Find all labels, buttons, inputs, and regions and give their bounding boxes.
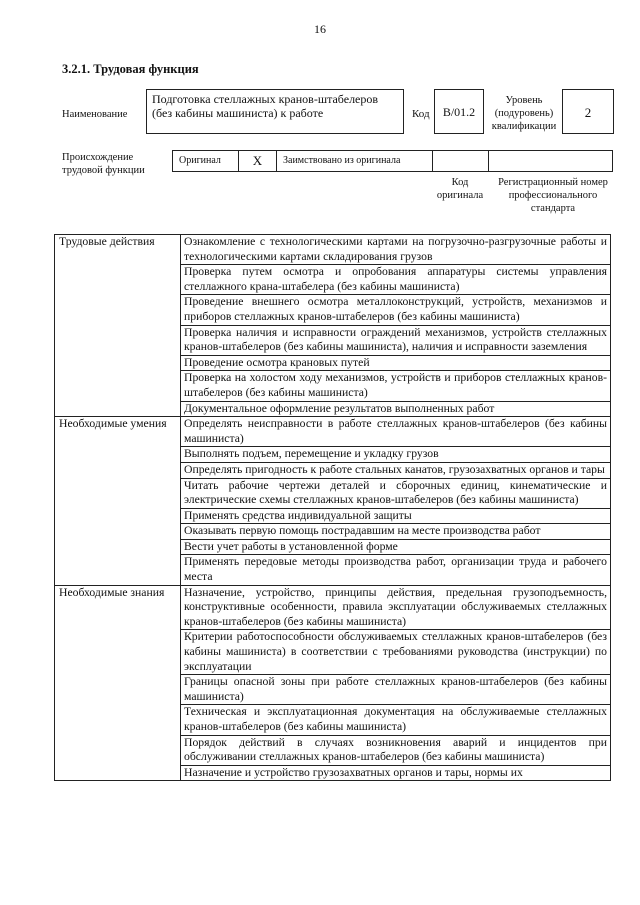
table-row [55, 417, 611, 447]
code-original-cell [433, 151, 489, 171]
item-cell: Проведение осмотра крановых путей [181, 355, 611, 371]
reg-number-cell [489, 151, 612, 171]
item-cell: Проверка путем осмотра и опробования аппаратуры системы управления стеллажного крана-штабелера (без кабины машиниста) [181, 265, 611, 295]
page-number: 16 [314, 22, 326, 36]
item-cell: Применять передовые методы производства работ, организации труда и рабочего места [181, 555, 611, 585]
code-value: B/01.2 [434, 89, 484, 134]
item-cell: Проведение внешнего осмотра металлоконструкций, устройств, механизмов и приборов стеллажных кранов-штабелеров (без кабины машиниста) [181, 295, 611, 325]
function-table-body [55, 235, 611, 781]
item-cell: Назначение и устройство грузозахватных органов и тары, нормы их [181, 765, 611, 781]
table-row [55, 235, 611, 265]
function-table [54, 234, 611, 781]
item-cell: Техническая и эксплуатационная документация на обслуживаемые стеллажных кранов-штабелеров (без кабины машиниста) [181, 705, 611, 735]
reg-number-label: Регистрационный номер профессионального стандарта [498, 177, 608, 214]
origin-row [172, 150, 613, 172]
section-title-cell: Необходимые знания [55, 585, 181, 781]
original-mark: X [239, 151, 277, 171]
table-row [55, 585, 611, 630]
code-label: Код [412, 108, 430, 120]
section-title-cell: Необходимые умения [55, 417, 181, 586]
section-title-cell: Трудовые действия [55, 235, 181, 417]
item-cell: Порядок действий в случаях возникновения аварий и инцидентов при обслуживании стеллажных кранов-штабелеров (без кабины машиниста) [181, 735, 611, 765]
item-cell: Критерии работоспособности обслуживаемых стеллажных кранов-штабелеров (без кабины машиниста) в соответствии с требованиями руководства (инструкции) по эксплуатации [181, 630, 611, 675]
item-cell: Определять пригодность к работе стальных канатов, грузозахватных органов и тары [181, 462, 611, 478]
item-cell: Документальное оформление результатов выполненных работ [181, 401, 611, 417]
item-cell: Границы опасной зоны при работе стеллажных кранов-штабелеров (без кабины машиниста) [181, 675, 611, 705]
item-cell: Выполнять подъем, перемещение и укладку грузов [181, 447, 611, 463]
origin-label: Происхождение трудовой функции [62, 152, 145, 176]
original-label: Оригинал [173, 151, 239, 171]
item-cell: Оказывать первую помощь пострадавшим на месте производства работ [181, 524, 611, 540]
item-cell: Читать рабочие чертежи деталей и сборочных единиц, кинематические и электрические схемы стеллажных кранов-штабелеров (без кабины машиниста) [181, 478, 611, 508]
function-name-box: Подготовка стеллажных кранов-штабелеров (без кабины машиниста) к работе [146, 89, 404, 134]
item-cell: Проверка на холостом ходу механизмов, устройств и приборов стеллажных кранов-штабелеров (без кабины машиниста) [181, 371, 611, 401]
code-original-label: Код оригинала [436, 177, 484, 201]
item-cell: Проверка наличия и исправности ограждений механизмов, устройств стеллажных кранов-штабелеров (без кабины машиниста), наличия и исправности заземления [181, 325, 611, 355]
section-title: 3.2.1. Трудовая функция [62, 62, 199, 76]
item-cell: Назначение, устройство, принципы действия, предельная грузоподъемность, конструктивные особенности, правила эксплуатации обслуживаемых стеллажных кранов-штабелеров (без кабины машиниста) [181, 585, 611, 630]
level-label: Уровень (подуровень) квалификации [491, 95, 557, 132]
level-value: 2 [562, 89, 614, 134]
borrowed-label: Заимствовано из оригинала [277, 151, 433, 171]
item-cell: Применять средства индивидуальной защиты [181, 508, 611, 524]
item-cell: Определять неисправности в работе стеллажных кранов-штабелеров (без кабины машиниста) [181, 417, 611, 447]
item-cell: Вести учет работы в установленной форме [181, 539, 611, 555]
name-label: Наименование [62, 109, 128, 120]
item-cell: Ознакомление с технологическими картами на погрузочно-разгрузочные работы и технологическими картами складирования грузов [181, 235, 611, 265]
